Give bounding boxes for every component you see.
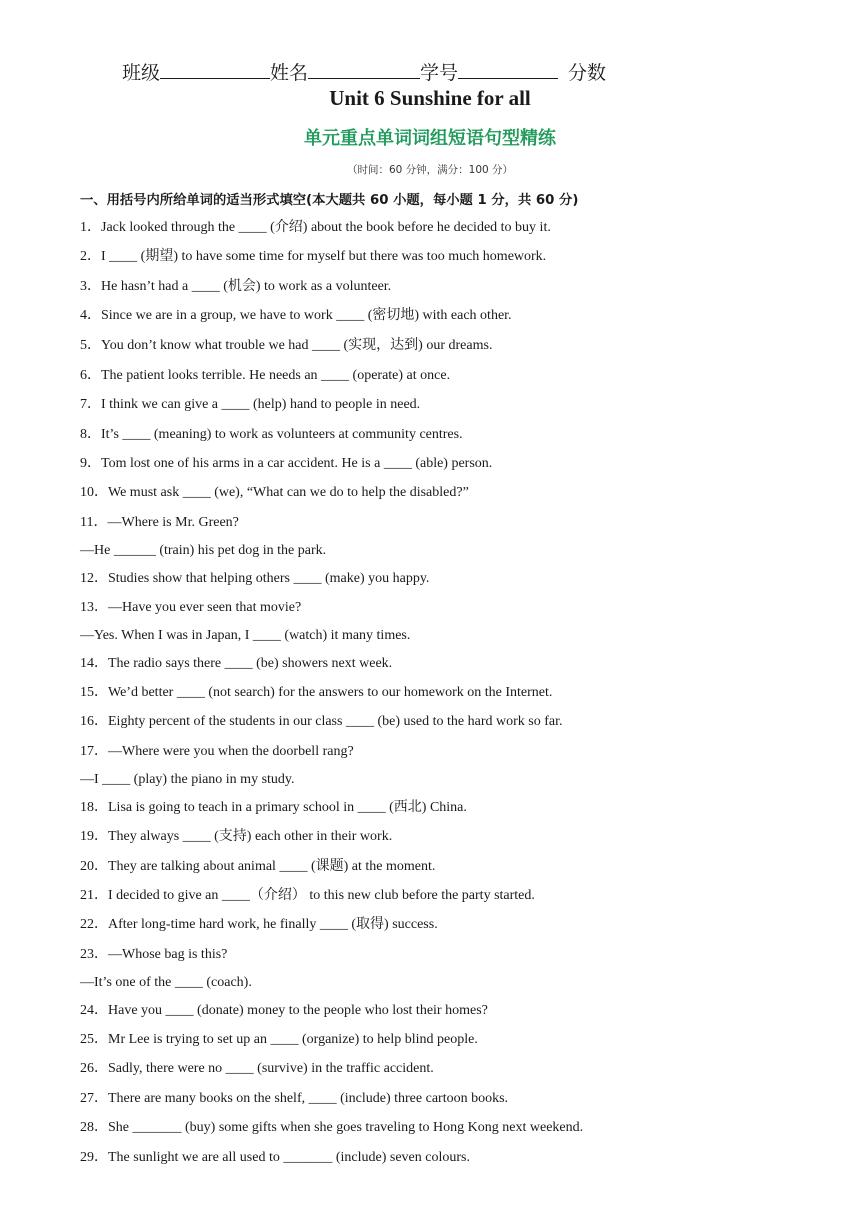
question-line: 25．Mr Lee is trying to set up an ____ (organize) to help blind people. (80, 1032, 478, 1047)
student-id-blank[interactable] (458, 60, 558, 79)
question-line: 1．Jack looked through the ____ (介绍) about the book before he decided to buy it. (80, 220, 551, 235)
student-id-label: 学号 (420, 62, 459, 84)
question-line: 14．The radio says there ____ (be) showers next week. (80, 656, 393, 671)
answer-line: —It’s one of the ____ (coach). (80, 975, 252, 990)
section-heading: 一、用括号内所给单词的适当形式填空(本大题共 60 小题，每小题 1 分，共 60 分) (80, 193, 579, 208)
question-line: 20．They are talking about animal ____ (课题) at the moment. (80, 859, 436, 874)
unit-title: Unit 6 Sunshine for all (329, 86, 531, 110)
worksheet-subtitle: 单元重点单词词组短语句型精练 (304, 128, 556, 149)
question-line: 9．Tom lost one of his arms in a car accident. He is a ____ (able) person. (80, 456, 493, 471)
question-line: 21．I decided to give an ____（介绍） to this new club before the party started. (80, 888, 535, 903)
question-line: 23．—Whose bag is this? (80, 947, 228, 962)
answer-line: —I ____ (play) the piano in my study. (80, 772, 295, 787)
question-line: 2．I ____ (期望) to have some time for myself but there was too much homework. (80, 249, 547, 264)
name-blank[interactable] (308, 60, 420, 79)
question-line: 15．We’d better ____ (not search) for the answers to our homework on the Internet. (80, 685, 553, 700)
time-info: （时间：60 分钟，满分：100 分） (346, 164, 514, 176)
question-line: 27．There are many books on the shelf, ____ (include) three cartoon books. (80, 1091, 509, 1106)
name-label: 姓名 (270, 62, 309, 84)
question-line: 17．—Where were you when the doorbell rang? (80, 744, 354, 759)
question-line: 18．Lisa is going to teach in a primary school in ____ (西北) China. (80, 800, 467, 815)
question-line: 5．You don’t know what trouble we had ____ (实现，达到) our dreams. (80, 338, 493, 353)
question-line: 11．—Where is Mr. Green? (80, 515, 239, 530)
question-line: 8．It’s ____ (meaning) to work as volunteers at community centres. (80, 427, 463, 442)
question-line: 3．He hasn’t had a ____ (机会) to work as a volunteer. (80, 279, 392, 294)
question-line: 24．Have you ____ (donate) money to the people who lost their homes? (80, 1003, 488, 1018)
question-line: 16．Eighty percent of the students in our class ____ (be) used to the hard work so far. (80, 714, 563, 729)
question-line: 28．She _______ (buy) some gifts when she goes traveling to Hong Kong next weekend. (80, 1120, 584, 1135)
student-info-line (122, 58, 606, 85)
answer-line: —Yes. When I was in Japan, I ____ (watch) it many times. (80, 628, 411, 643)
question-line: 12．Studies show that helping others ____ (make) you happy. (80, 571, 430, 586)
question-line: 13．—Have you ever seen that movie? (80, 600, 302, 615)
question-line: 6．The patient looks terrible. He needs an ____ (operate) at once. (80, 368, 451, 383)
score-label: 分数 (568, 62, 607, 84)
question-line: 26．Sadly, there were no ____ (survive) in the traffic accident. (80, 1061, 434, 1076)
question-line: 29．The sunlight we are all used to _______ (include) seven colours. (80, 1150, 470, 1165)
answer-line: —He ______ (train) his pet dog in the park. (80, 543, 327, 558)
class-label: 班级 (122, 62, 161, 84)
question-line: 22．After long-time hard work, he finally ____ (取得) success. (80, 917, 438, 932)
question-line: 4．Since we are in a group, we have to work ____ (密切地) with each other. (80, 308, 512, 323)
question-line: 7．I think we can give a ____ (help) hand to people in need. (80, 397, 421, 412)
class-blank[interactable] (160, 60, 270, 79)
question-line: 10．We must ask ____ (we), “What can we do to help the disabled?” (80, 485, 469, 500)
question-line: 19．They always ____ (支持) each other in their work. (80, 829, 393, 844)
